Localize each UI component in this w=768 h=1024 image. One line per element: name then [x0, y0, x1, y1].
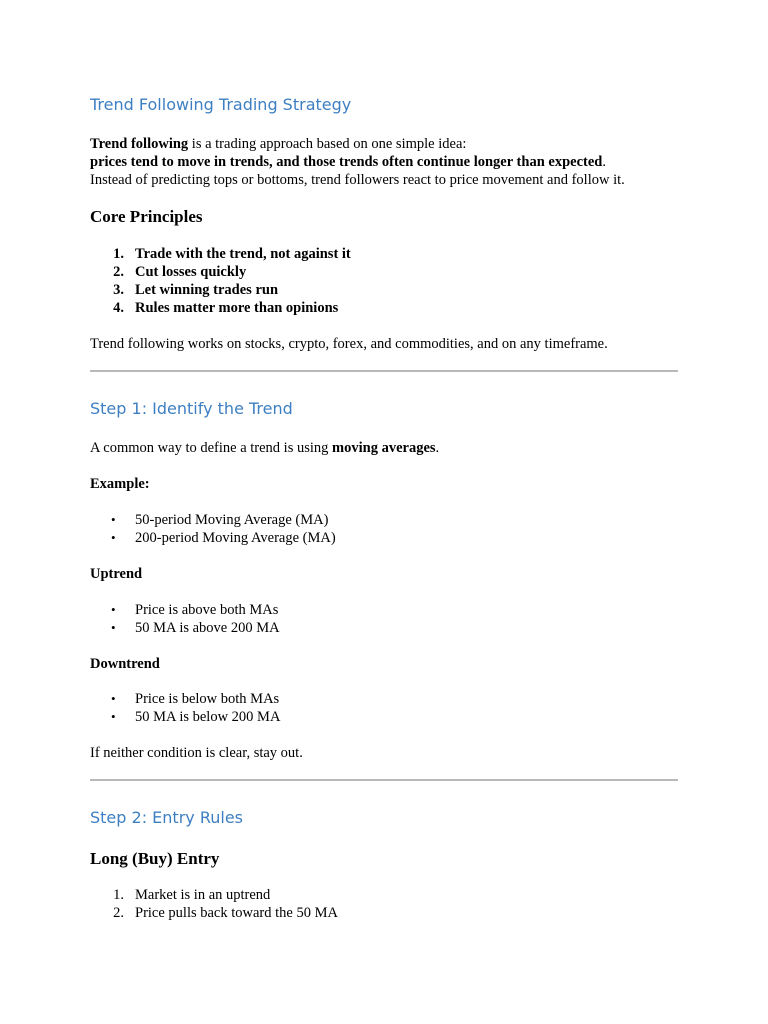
- bullet-icon: •: [111, 530, 116, 545]
- list-number: 4.: [113, 300, 124, 316]
- uptrend-label: Uptrend: [90, 566, 143, 582]
- list-item-text: Price is above both MAs: [135, 602, 279, 618]
- step1-intro-bold: moving averages: [332, 440, 436, 456]
- step1-note: If neither condition is clear, stay out.: [90, 745, 303, 761]
- downtrend-label: Downtrend: [90, 656, 160, 672]
- list-item-text: Market is in an uptrend: [135, 887, 271, 903]
- intro-lead-rest: is a trading approach based on one simple idea:: [188, 136, 467, 152]
- list-item-text: 200-period Moving Average (MA): [135, 530, 336, 546]
- list-item-text: Price is below both MAs: [135, 691, 280, 707]
- list-item-text: Rules matter more than opinions: [135, 300, 339, 316]
- list-item-text: Trade with the trend, not against it: [135, 246, 351, 262]
- bullet-icon: •: [111, 602, 116, 617]
- step2-heading: Step 2: Entry Rules: [90, 808, 243, 827]
- intro-line-3: Instead of predicting tops or bottoms, trend followers react to price movement and follow it.: [90, 172, 625, 188]
- page-title: Trend Following Trading Strategy: [90, 95, 352, 114]
- intro-line-1: [90, 135, 466, 153]
- bullet-icon: •: [111, 620, 116, 635]
- intro-line-2: [90, 153, 606, 171]
- intro-lead-bold: Trend following: [90, 136, 189, 152]
- step1-intro-post: .: [435, 440, 440, 456]
- list-item-text: 50 MA is above 200 MA: [135, 620, 280, 636]
- list-item-text: 50 MA is below 200 MA: [135, 709, 281, 725]
- list-item-text: 50-period Moving Average (MA): [135, 512, 329, 528]
- bullet-icon: •: [111, 691, 116, 706]
- step1-intro-pre: A common way to define a trend is using: [90, 440, 333, 456]
- list-number: 3.: [113, 282, 124, 298]
- intro-idea-bold: prices tend to move in trends, and those trends often continue longer than expected: [90, 154, 603, 170]
- long-entry-heading: Long (Buy) Entry: [90, 849, 220, 868]
- core-principles-heading: Core Principles: [90, 207, 203, 226]
- step1-intro: [90, 439, 439, 457]
- list-item-text: Let winning trades run: [135, 282, 279, 298]
- example-label: Example:: [90, 476, 150, 492]
- list-item-text: Cut losses quickly: [135, 264, 247, 280]
- step1-heading: Step 1: Identify the Trend: [90, 399, 293, 418]
- list-number: 2.: [113, 905, 124, 921]
- bullet-icon: •: [111, 512, 116, 527]
- core-principles-note: Trend following works on stocks, crypto, forex, and commodities, and on any timeframe.: [90, 336, 608, 352]
- section-divider: [90, 779, 678, 781]
- list-number: 1.: [113, 887, 124, 903]
- intro-idea-end: .: [602, 154, 606, 170]
- bullet-icon: •: [111, 709, 116, 724]
- list-item-text: Price pulls back toward the 50 MA: [135, 905, 338, 921]
- section-divider: [90, 370, 678, 372]
- list-number: 1.: [113, 246, 124, 262]
- list-number: 2.: [113, 264, 124, 280]
